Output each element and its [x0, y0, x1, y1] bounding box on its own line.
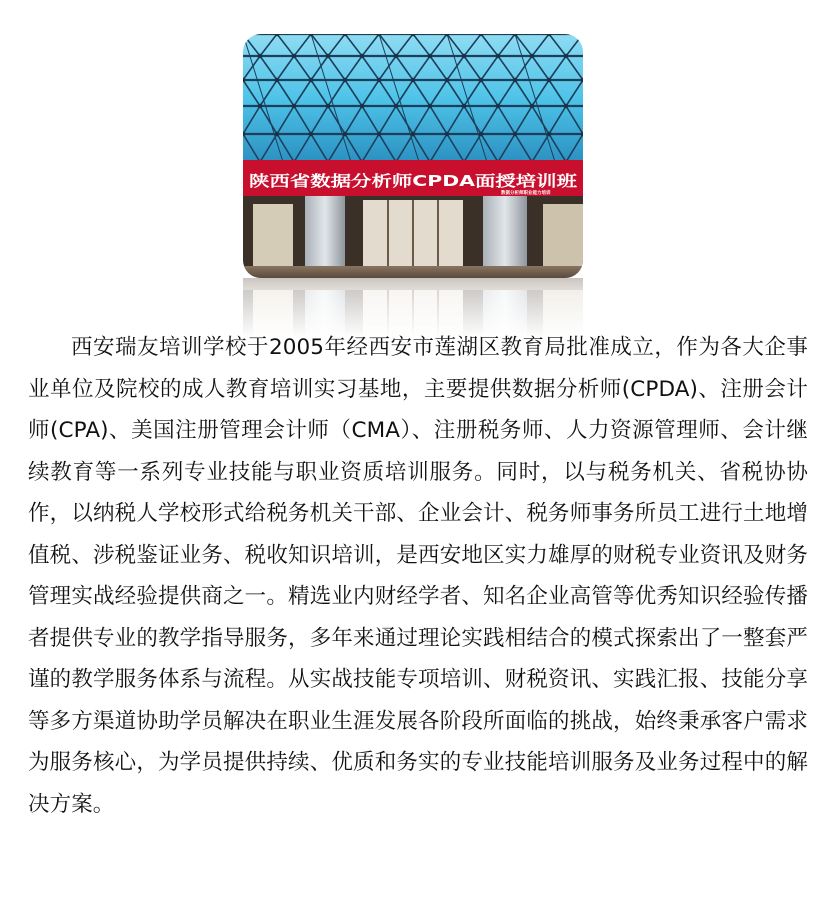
training-center-photo-frame	[243, 34, 583, 334]
floor	[243, 266, 583, 278]
glass-roof	[243, 34, 583, 164]
photo-canvas	[243, 34, 583, 278]
banner-subtitle: 数据分析师职业能力培训	[501, 191, 551, 196]
training-center-photo	[243, 34, 583, 278]
pillar-left	[305, 196, 345, 278]
pillar-right	[483, 196, 527, 278]
banner-title: 陕西省数据分析师CPDA面授培训班	[249, 172, 579, 190]
school-introduction-paragraph: 西安瑞友培训学校于2005年经西安市莲湖区教育局批准成立，作为各大企事业单位及院校的成人教育培训实习基地，主要提供数据分析师(CPDA)、注册会计师(CPA)、美国注册管理会计师（CMA）、注册税务师、人力资源管理师、会计继续教育等一系列专业技能与职业资质培训服务。同时，以与税务机关、省税协协作，以纳税人学校形式给税务机关干部、企业会计、税务师事务所员工进行土地增值税、涉税鉴证业务、税收知识培训，是西安地区实力雄厚的财税专业资讯及财务管理实战经验提供商之一。精选业内财经学者、知名企业高管等优秀知识经验传播者提供专业的教学指导服务，多年来通过理论实践相结合的模式探索出了一整套严谨的教学服务体系与流程。从实战技能专项培训、财税资讯、实践汇报、技能分享等多方渠道协助学员解决在职业生涯发展各阶段所面临的挑战，始终秉承客户需求为服务核心，为学员提供持续、优质和务实的专业技能培训服务及业务过程中的解决方案。	[28, 335, 808, 817]
